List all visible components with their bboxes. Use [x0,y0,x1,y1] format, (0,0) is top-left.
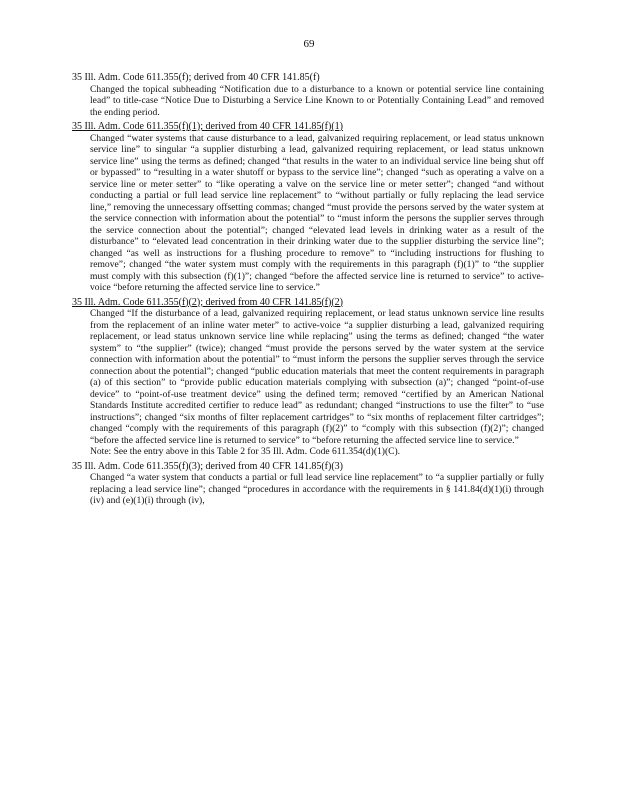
entry [72,461,544,507]
entry-body: Changed “water systems that cause disturbance to a lead, galvanized requiring replacement, or lead status unknown service line” to singular “a supplier disturbing a lead, galvanized requiring replacement, or lead status unknown service line” using the terms as defined; changed “that results in the water to an individual service line being shut off or bypassed” to “resulting in a water shutoff or bypass to the service line”; changed “such as operating a valve on a service line or meter setter” to “like operating a valve on the service line or meter setter”; changed “and without conducting a partial or full lead service line replacement” to “without partially or fully replacing the lead service line,” removing the unnecessary offsetting commas; changed “must provide the persons served by the water system at the service connection with information about the potential” to “must inform the persons the supplier serves through the service connection about the potential”; changed “elevated lead levels in drinking water as a result of the disturbance” to “elevated lead concentration in their drinking water due to the supplier disturbing the service line”; changed “as well as instructions for a flushing procedure to remove” to “including instructions for flushing to remove”; changed “the water system must comply with the requirements in this paragraph (f)(1)” to “the supplier must comply with this subsection (f)(1)”; changed “before the affected service line is returned to service” to active-voice “before returning the affected service line to service.” [90,132,544,293]
entry-body: Changed the topical subheading “Notification due to a disturbance to a known or potential service line containing lead” to title-case “Notice Due to Disturbing a Service Line Known to or Potentially Containing Lead” and removed the ending period. [90,83,544,118]
entry-heading: 35 Ill. Adm. Code 611.355(f)(3); derived from 40 CFR 141.85(f)(3) [72,460,343,472]
entry [72,121,544,294]
entry [72,72,544,118]
entry [72,297,544,458]
page-number: 69 [303,38,315,50]
entry-body: Changed “a water system that conducts a partial or full lead service line replacement” to “a supplier partially or fully replacing a lead service line”; changed “procedures in accordance with the requirements in § 141.84(d)(1)(i) through (iv) and (e)(1)(i) through (iv), [90,472,544,506]
entry-heading: 35 Ill. Adm. Code 611.355(f)(2); derived from 40 CFR 141.85(f)(2) [72,296,343,308]
entry-body: Changed “If the disturbance of a lead, galvanized requiring replacement, or lead status unknown service line results from the replacement of an inline water meter” to active-voice “a supplier disturbing a lead, galvanized requiring replacement, or lead status unknown service line while replacing” using the terms as defined; changed “the water system” to “the supplier” (twice); changed “must provide the persons served by the water system at the service connection with information about the potential” to “must inform the persons the supplier serves through the service connection about the potential”; changed “public education materials that meet the content requirements in paragraph (a) of this section” to “provide public education materials complying with subsection (a)”; changed “point-of-use device” to “point-of-use treatment device” using the defined term; removed “certified by an American National Standards Institute accredited certifier to reduce lead” as redundant; changed “instructions to use the filter” to “use instructions”; changed “six months of filter replacement cartridges” to “six months of replacement filter cartridges”; changed “comply with the requirements of this paragraph (f)(2)” to “comply with this subsection (f)(2)”; changed “before the affected service line is returned to service” to “before returning the affected service line to service.” [90,308,544,446]
entries-list [72,72,544,510]
entry-heading: 35 Ill. Adm. Code 611.355(f)(1); derived from 40 CFR 141.85(f)(1) [72,121,343,132]
entry-heading: 35 Ill. Adm. Code 611.355(f); derived from 40 CFR 141.85(f) [72,72,320,83]
entry-note: Note: See the entry above in this Table 2 for 35 Ill. Adm. Code 611.354(d)(1)(C). [90,446,401,457]
